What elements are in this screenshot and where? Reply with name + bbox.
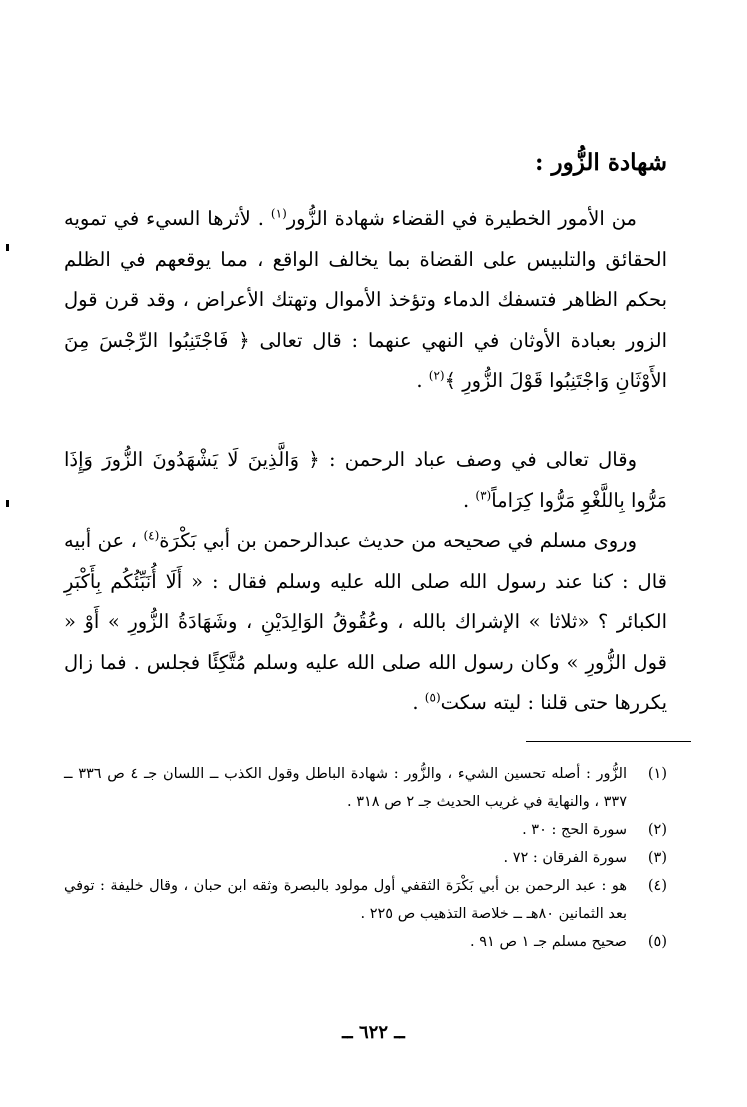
footnote-5 xyxy=(64,928,667,956)
paragraph-1-text: . xyxy=(416,369,429,392)
footnote-number: (٣) xyxy=(647,850,667,866)
paragraph-2-text: . xyxy=(462,488,476,512)
footnote-number: (١) xyxy=(647,766,667,782)
footnote-ref-4: (٤) xyxy=(143,528,160,543)
paragraph-1 xyxy=(64,199,667,402)
margin-mark xyxy=(6,244,9,251)
section-heading: شهادة الزُّور : xyxy=(535,149,667,176)
paragraph-3-text: ، عن أبيه قال : كنا عند رسول الله صلى الله عليه وسلم فقال : « أَلَا أُنَبِّئُكُم بِأَكْبَرِ الكبائر ؟ «ثلاثا » الإشراك بالله ، وعُقُوقُ الوَالِدَيْنِ ، وشَهَادَةُ الزُّورِ » أَوْ « قول الزُّورِ » وكان رسول الله صلى الله عليه وسلم مُتَّكِئًا فجلس . فما زال يكررها حتى قلنا : ليته سكت xyxy=(64,529,667,714)
footnotes xyxy=(64,760,667,956)
paragraph-1-text: . لأثرها السيء في تمويه الحقائق والتلبيس على القضاة بما يخالف الواقع ، مما يوقعهم في الظلم بحكم الظاهر فتسفك الدماء وتؤخذ الأموال وتهتك الأعراض ، وقد قرن قول الزور بعبادة الأوثان في النهي عنهما : قال تعالى ﴿ فَاجْتَنِبُوا الرِّجْسَ مِنَ الأَوْثَانِ وَاجْتَنِبُوا قَوْلَ الزُّورِ ﴾ xyxy=(64,207,667,392)
footnote-number: (٤) xyxy=(647,878,667,894)
footnote-3 xyxy=(64,844,667,872)
footnote-text: سورة الفرقان : ٧٢ . xyxy=(503,850,627,866)
paragraph-1-text: من الأمور الخطيرة في القضاء شهادة الزُّور xyxy=(286,207,637,230)
paragraph-3-text: . xyxy=(412,691,425,714)
footnote-ref-2: (٢) xyxy=(428,368,445,383)
paragraph-3-text: وروى مسلم في صحيحه من حديث عبدالرحمن بن أبي بَكْرَة xyxy=(159,529,637,552)
footnote-text: هو : عبد الرحمن بن أبي بَكْرَة الثقفي أول مولود بالبصرة وثقه ابن حبان ، وقال خليفة : توفي بعد الثمانين ٨٠هـ ــ خلاصة التذهيب ص ٢٢٥ . xyxy=(64,878,627,922)
page-number: ــ ٦٢٢ ــ xyxy=(342,1022,405,1043)
footnote-number: (٥) xyxy=(647,934,667,950)
footnote-number: (٢) xyxy=(647,822,667,838)
footnote-4 xyxy=(64,872,667,928)
footnote-ref-5: (٥) xyxy=(424,690,441,705)
paragraph-2 xyxy=(64,440,667,521)
footnote-text: الزُّور : أصله تحسين الشيء ، والزُّور : شهادة الباطل وقول الكذب ــ اللسان جـ ٤ ص ٣٣٦ ــ ٣٣٧ ، والنهاية في غريب الحديث جـ ٢ ص ٣١٨ . xyxy=(64,766,628,810)
footnote-ref-3: (٣) xyxy=(475,488,492,502)
footnote-divider xyxy=(526,741,691,742)
footnote-text: سورة الحج : ٣٠ . xyxy=(522,822,627,838)
footnote-2 xyxy=(64,816,667,844)
footnote-text: صحيح مسلم جـ ١ ص ٩١ . xyxy=(470,934,627,950)
margin-mark xyxy=(6,500,9,507)
paragraph-3 xyxy=(64,521,667,724)
footnote-ref-1: (١) xyxy=(270,206,287,221)
footnote-1 xyxy=(64,760,667,816)
paragraph-2-text: وقال تعالى في وصف عباد الرحمن : ﴿ وَالَّذِينَ لَا يَشْهَدُونَ الزُّورَ وَإِذَا مَرُّوا بِاللَّغْوِ مَرُّوا كِرَاماً xyxy=(64,448,667,512)
